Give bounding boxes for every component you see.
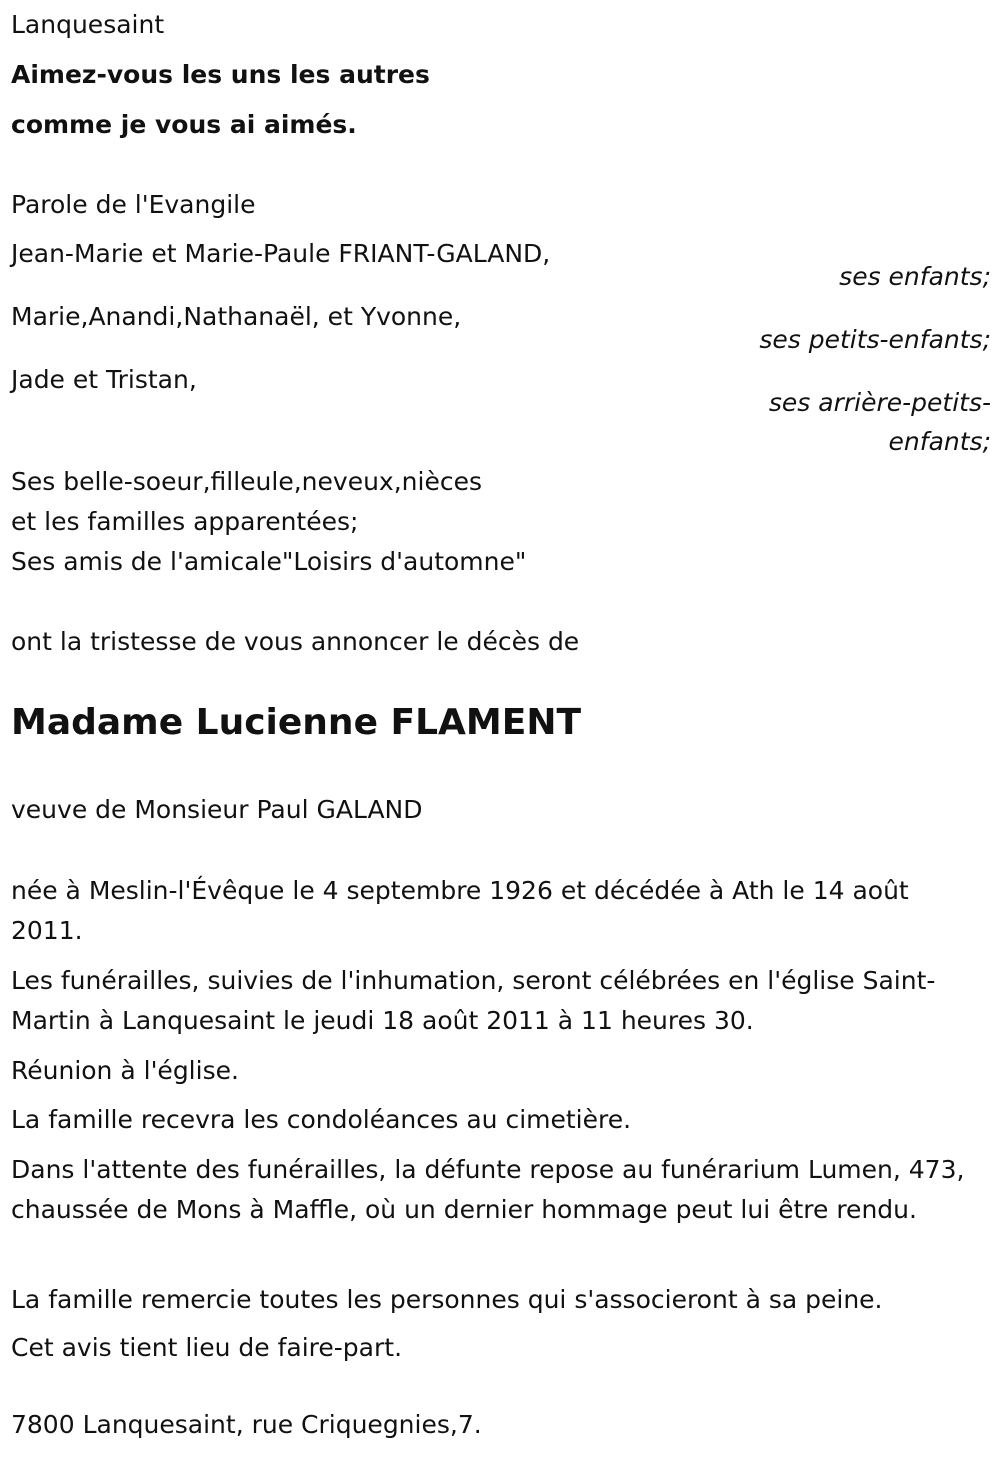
family-greatgrandchildren-names: Jade et Tristan, (11, 365, 197, 394)
birth-death: née à Meslin-l'Évêque le 4 septembre 1926 et décédée à Ath le 14 août 2011. (11, 876, 909, 945)
deceased-name: Madame Lucienne FLAMENT (11, 702, 582, 743)
family-children-relation: ses enfants; (839, 262, 991, 291)
family-children-names: Jean-Marie et Marie-Paule FRIANT-GALAND, (11, 239, 551, 268)
quote-line-1: Aimez-vous les uns les autres (11, 60, 430, 89)
thanks-note: La famille remercie toutes les personnes qui s'associeront à sa peine. (11, 1285, 883, 1314)
quote-source: Parole de l'Evangile (11, 190, 256, 219)
funerarium-info: Dans l'attente des funérailles, la défunte repose au funérarium Lumen, 473, chaussée de Mons à Maffle, où un dernier hommage peut lui être rendu. (11, 1155, 965, 1224)
family-greatgrandchildren-relation-1: ses arrière-petits- (768, 388, 991, 417)
funeral-details: Les funérailles, suivies de l'inhumation, seront célébrées en l'église Saint-Martin à Lanquesaint le jeudi 18 août 2011 à 11 heures 30. (11, 966, 936, 1035)
deceased-spouse: veuve de Monsieur Paul GALAND (11, 795, 423, 824)
others-line-2: et les familles apparentées; (11, 507, 359, 536)
condolences-info: La famille recevra les condoléances au cimetière. (11, 1105, 632, 1134)
meeting-info: Réunion à l'église. (11, 1056, 239, 1085)
quote-line-2: comme je vous ai aimés. (11, 110, 357, 139)
address: 7800 Lanquesaint, rue Criquegnies,7. (11, 1410, 482, 1439)
announcement: ont la tristesse de vous annoncer le décès de (11, 627, 580, 656)
town-heading: Lanquesaint (11, 10, 165, 39)
family-greatgrandchildren-relation-2: enfants; (888, 427, 991, 456)
family-grandchildren-names: Marie,Anandi,Nathanaël, et Yvonne, (11, 302, 462, 331)
notice-note: Cet avis tient lieu de faire-part. (11, 1333, 403, 1362)
family-grandchildren-relation: ses petits-enfants; (759, 325, 991, 354)
others-line-1: Ses belle-soeur,filleule,neveux,nièces (11, 467, 482, 496)
others-line-3: Ses amis de l'amicale"Loisirs d'automne" (11, 547, 527, 576)
